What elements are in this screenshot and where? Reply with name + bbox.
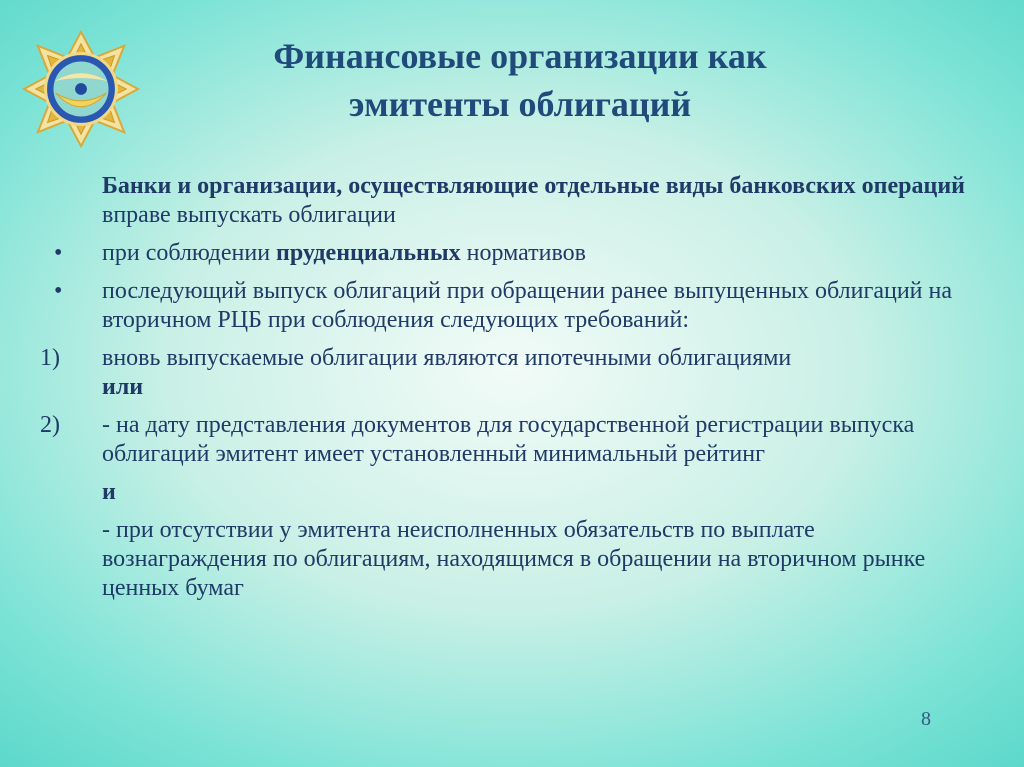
bullet-2-text: последующий выпуск облигаций при обращении ранее выпущенных облигаций на вторичном РЦБ при соблюдения следующих требований: xyxy=(102,278,953,333)
numbered-item-2 xyxy=(40,411,980,469)
and-connector xyxy=(40,478,980,507)
bullet-1-bold-text: пруденциальных xyxy=(276,240,461,266)
emblem-logo-icon xyxy=(22,30,140,148)
intro-paragraph xyxy=(40,172,980,230)
intro-text: вправе выпускать облигации xyxy=(102,202,396,228)
bullet-marker: • xyxy=(54,278,63,304)
logo-pupil xyxy=(75,83,87,95)
numbered-item-1 xyxy=(40,344,980,402)
item-2-continuation-text: - при отсутствии у эмитента неисполненных обязательств по выплате вознаграждения по облигациям, находящимся в обращении на вторичном рынке ценных бумаг xyxy=(102,517,926,601)
number-marker-1: 1) xyxy=(40,345,60,371)
intro-bold-text: Банки и организации, осуществляющие отдельные виды банковских операций xyxy=(102,173,965,199)
item-1-bold-or: или xyxy=(102,374,144,400)
bullet-1-text-pre: при соблюдении xyxy=(102,240,277,266)
bullet-1-text-post: нормативов xyxy=(460,240,586,266)
bullet-item-2 xyxy=(40,277,980,335)
title-line-1: Финансовые организации как xyxy=(273,36,767,76)
bullet-marker: • xyxy=(54,240,63,266)
slide-body xyxy=(40,172,980,612)
bullet-item-1 xyxy=(40,239,980,268)
number-marker-2: 2) xyxy=(40,412,60,438)
page-number: 8 xyxy=(921,708,931,730)
and-bold-text: и xyxy=(102,479,116,505)
title-line-2: эмитенты облигаций xyxy=(348,84,692,124)
item-2-text: - на дату представления документов для государственной регистрации выпуска облигаций эмитент имеет установленный минимальный рейтинг xyxy=(102,412,915,467)
numbered-item-2-continuation xyxy=(40,516,980,603)
slide-title xyxy=(160,32,880,128)
item-1-text: вновь выпускаемые облигации являются ипотечными облигациями xyxy=(102,345,792,371)
